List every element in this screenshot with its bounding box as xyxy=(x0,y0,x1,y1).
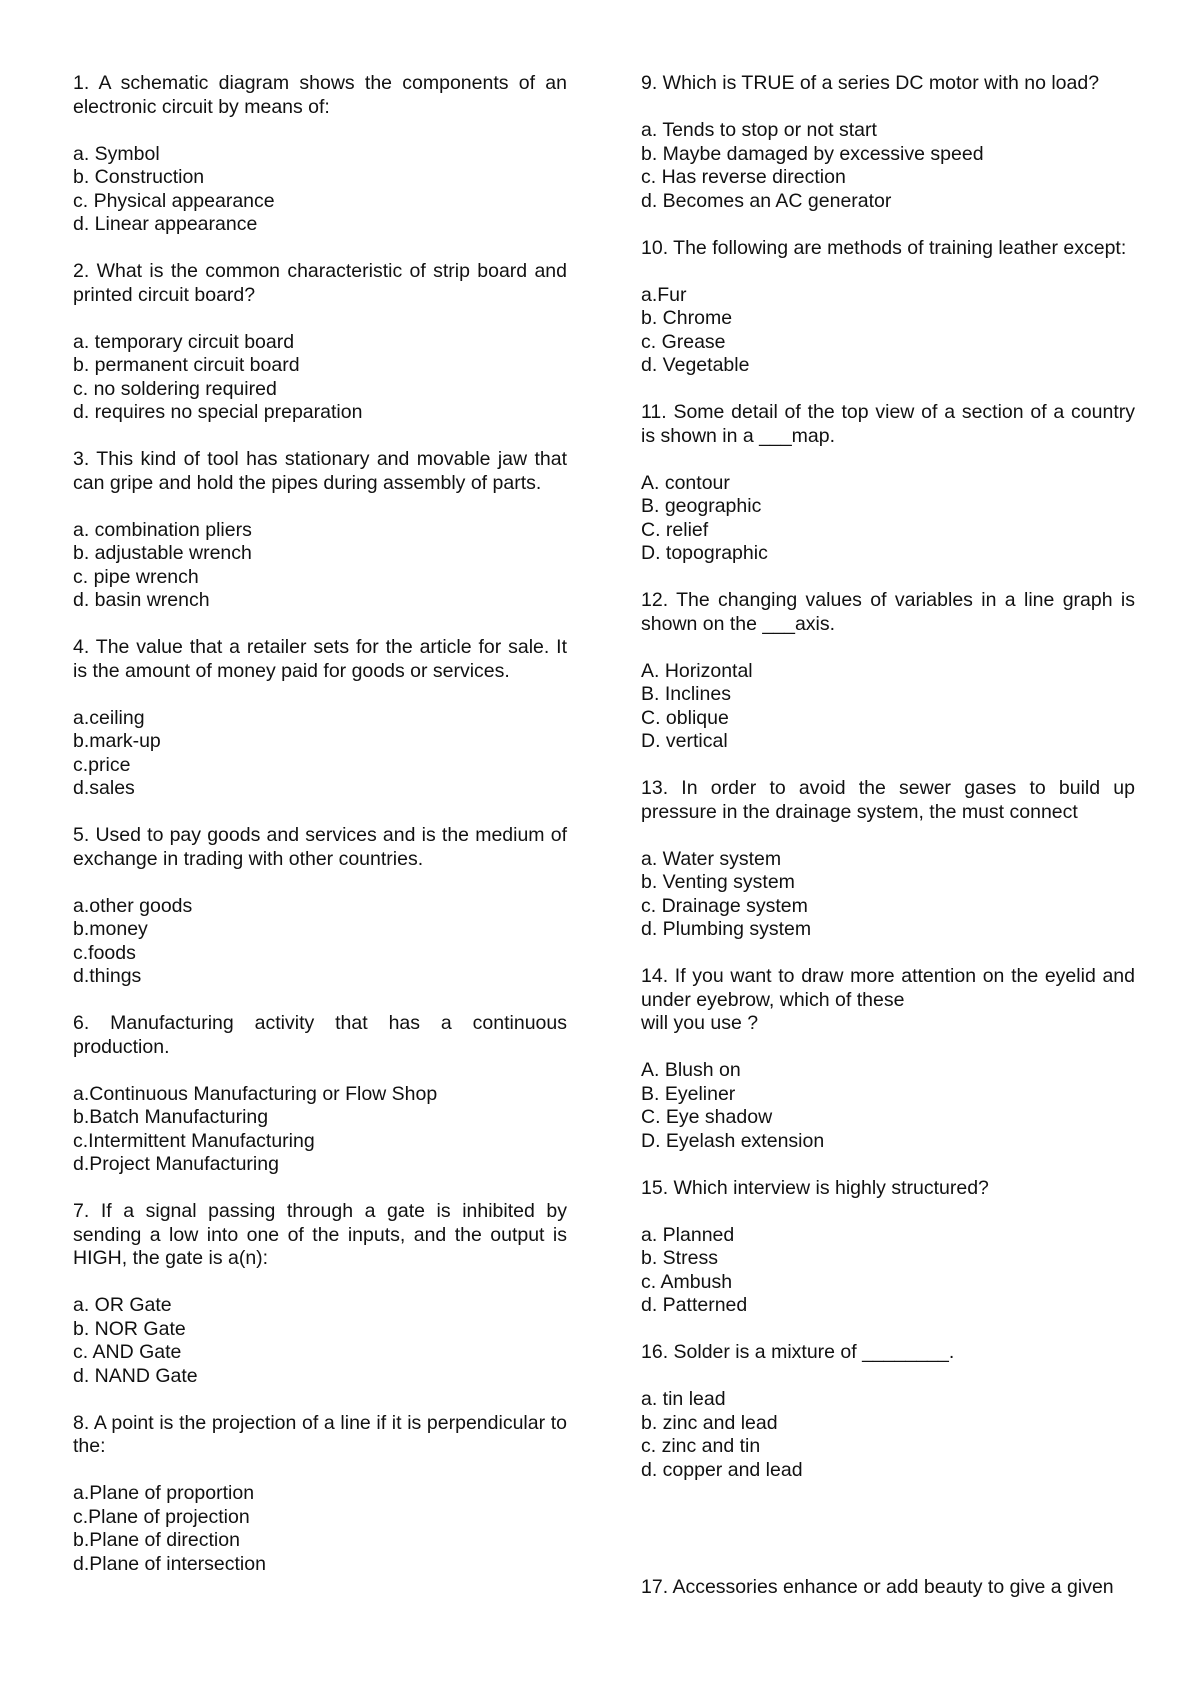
answer-option: A. Horizontal xyxy=(641,659,753,682)
answer-option: a. temporary circuit board xyxy=(73,330,295,353)
answer-option: a. Symbol xyxy=(73,142,160,165)
answer-option: d. copper and lead xyxy=(641,1458,803,1481)
question-text: 15. Which interview is highly structured? xyxy=(641,1176,989,1199)
answer-option: c.Intermittent Manufacturing xyxy=(73,1129,315,1152)
answer-option: d. Patterned xyxy=(641,1294,748,1316)
answer-option: a. Water system xyxy=(641,847,782,870)
question-block xyxy=(641,237,1135,378)
answer-option: a. Tends to stop or not start xyxy=(641,119,877,141)
answer-option: a.Fur xyxy=(641,283,687,306)
question-block xyxy=(641,777,1135,942)
answer-option: D. Eyelash extension xyxy=(641,1129,825,1152)
question-text: 11. Some detail of the top view of a section of a country is shown in a ___map. xyxy=(641,401,1135,447)
question-text: 10. The following are methods of training leather except: xyxy=(641,236,1127,259)
question-text: 13. In order to avoid the sewer gases to build up pressure in the drainage system, the must connect xyxy=(641,777,1135,823)
answer-option: c. zinc and tin xyxy=(641,1435,761,1457)
answer-option: d.sales xyxy=(73,777,135,799)
question-block xyxy=(73,1200,567,1388)
question-text: 12. The changing values of variables in a line graph is shown on the ___axis. xyxy=(641,589,1135,635)
answer-option: b.Plane of direction xyxy=(73,1529,240,1551)
question-block xyxy=(641,401,1135,566)
answer-option: c. Grease xyxy=(641,330,726,353)
answer-option: B. geographic xyxy=(641,495,762,517)
answer-option: d.things xyxy=(73,965,142,987)
answer-option: b. NOR Gate xyxy=(73,1317,186,1340)
answer-option: d.Project Manufacturing xyxy=(73,1153,279,1175)
question-block xyxy=(641,589,1135,754)
answer-option: b. Maybe damaged by excessive speed xyxy=(641,142,984,165)
answer-option: d. Linear appearance xyxy=(73,213,258,235)
question-text: 1. A schematic diagram shows the components of an electronic circuit by means of: xyxy=(73,72,567,118)
answer-option: A. contour xyxy=(641,471,730,494)
answer-option: a.Plane of proportion xyxy=(73,1482,255,1504)
question-block xyxy=(641,1341,1135,1482)
question-block xyxy=(73,72,567,237)
answer-option: B. Eyeliner xyxy=(641,1082,736,1105)
question-text: 2. What is the common characteristic of strip board and printed circuit board? xyxy=(73,260,567,306)
answer-option: d. Plumbing system xyxy=(641,918,812,940)
answer-option: C. Eye shadow xyxy=(641,1106,773,1128)
question-block xyxy=(73,448,567,613)
answer-option: b. Stress xyxy=(641,1247,718,1269)
answer-option: b.Batch Manufacturing xyxy=(73,1106,269,1128)
answer-option: d. Becomes an AC generator xyxy=(641,189,892,212)
question-block xyxy=(73,260,567,425)
question-text: 5. Used to pay goods and services and is the medium of exchange in trading with other countries. xyxy=(73,824,567,870)
question-block xyxy=(641,1177,1135,1318)
question-text: 7. If a signal passing through a gate is inhibited by sending a low into one of the inputs, and the output is HIGH, the gate is a(n): xyxy=(73,1200,567,1269)
answer-option: b. zinc and lead xyxy=(641,1411,778,1434)
left-column xyxy=(73,72,567,1600)
right-column xyxy=(641,72,1135,1623)
answer-option: b.money xyxy=(73,918,148,940)
answer-option: c.foods xyxy=(73,941,136,964)
answer-option: c. pipe wrench xyxy=(73,565,199,588)
answer-option: B. Inclines xyxy=(641,683,731,705)
answer-option: b. Venting system xyxy=(641,871,795,893)
question-text: 9. Which is TRUE of a series DC motor with no load? xyxy=(641,72,1100,94)
answer-option: A. Blush on xyxy=(641,1059,741,1081)
answer-option: D. topographic xyxy=(641,542,768,564)
question-block xyxy=(73,1412,567,1577)
question-block xyxy=(641,72,1135,213)
answer-option: c. Physical appearance xyxy=(73,189,275,212)
question-text: 14. If you want to draw more attention on the eyelid and under eyebrow, which of these will you use ? xyxy=(641,965,1135,1034)
answer-option: d. Vegetable xyxy=(641,354,750,376)
answer-option: d. NAND Gate xyxy=(73,1364,198,1387)
answer-option: a. OR Gate xyxy=(73,1294,172,1316)
answer-option: a. Planned xyxy=(641,1223,735,1246)
answer-option: c. no soldering required xyxy=(73,377,277,400)
question-block xyxy=(73,636,567,801)
answer-option: b. Chrome xyxy=(641,307,733,329)
answer-option: c. Drainage system xyxy=(641,894,808,917)
answer-option: c.Plane of projection xyxy=(73,1505,250,1528)
question-text: 6. Manufacturing activity that has a continuous production. xyxy=(73,1012,567,1058)
answer-option: b. permanent circuit board xyxy=(73,354,300,376)
answer-option: a.other goods xyxy=(73,894,193,917)
question-text: 8. A point is the projection of a line if it is perpendicular to the: xyxy=(73,1411,567,1457)
answer-option: d. requires no special preparation xyxy=(73,401,363,423)
answer-option: D. vertical xyxy=(641,730,728,752)
answer-option: c. AND Gate xyxy=(73,1341,182,1363)
answer-option: C. oblique xyxy=(641,706,729,729)
answer-option: a.Continuous Manufacturing or Flow Shop xyxy=(73,1082,438,1105)
answer-option: a. combination pliers xyxy=(73,518,252,541)
answer-option: b. Construction xyxy=(73,166,205,188)
answer-option: c. Has reverse direction xyxy=(641,166,846,188)
spacer xyxy=(641,1506,1135,1576)
answer-option: b. adjustable wrench xyxy=(73,542,252,564)
question-block xyxy=(73,1012,567,1177)
answer-option: d.Plane of intersection xyxy=(73,1552,266,1575)
answer-option: b.mark-up xyxy=(73,730,161,752)
answer-option: c.price xyxy=(73,753,131,776)
question-text-17: 17. Accessories enhance or add beauty to give a given xyxy=(641,1575,1114,1598)
question-text: 16. Solder is a mixture of ________. xyxy=(641,1341,955,1363)
answer-option: C. relief xyxy=(641,518,709,541)
question-block xyxy=(641,965,1135,1153)
answer-option: d. basin wrench xyxy=(73,589,210,611)
question-text: 4. The value that a retailer sets for the article for sale. It is the amount of money paid for goods or services. xyxy=(73,636,567,682)
answer-option: a.ceiling xyxy=(73,706,145,729)
question-text: 3. This kind of tool has stationary and movable jaw that can gripe and hold the pipes during assembly of parts. xyxy=(73,448,567,494)
answer-option: a. tin lead xyxy=(641,1388,726,1410)
answer-option: c. Ambush xyxy=(641,1270,733,1293)
question-block xyxy=(73,824,567,989)
